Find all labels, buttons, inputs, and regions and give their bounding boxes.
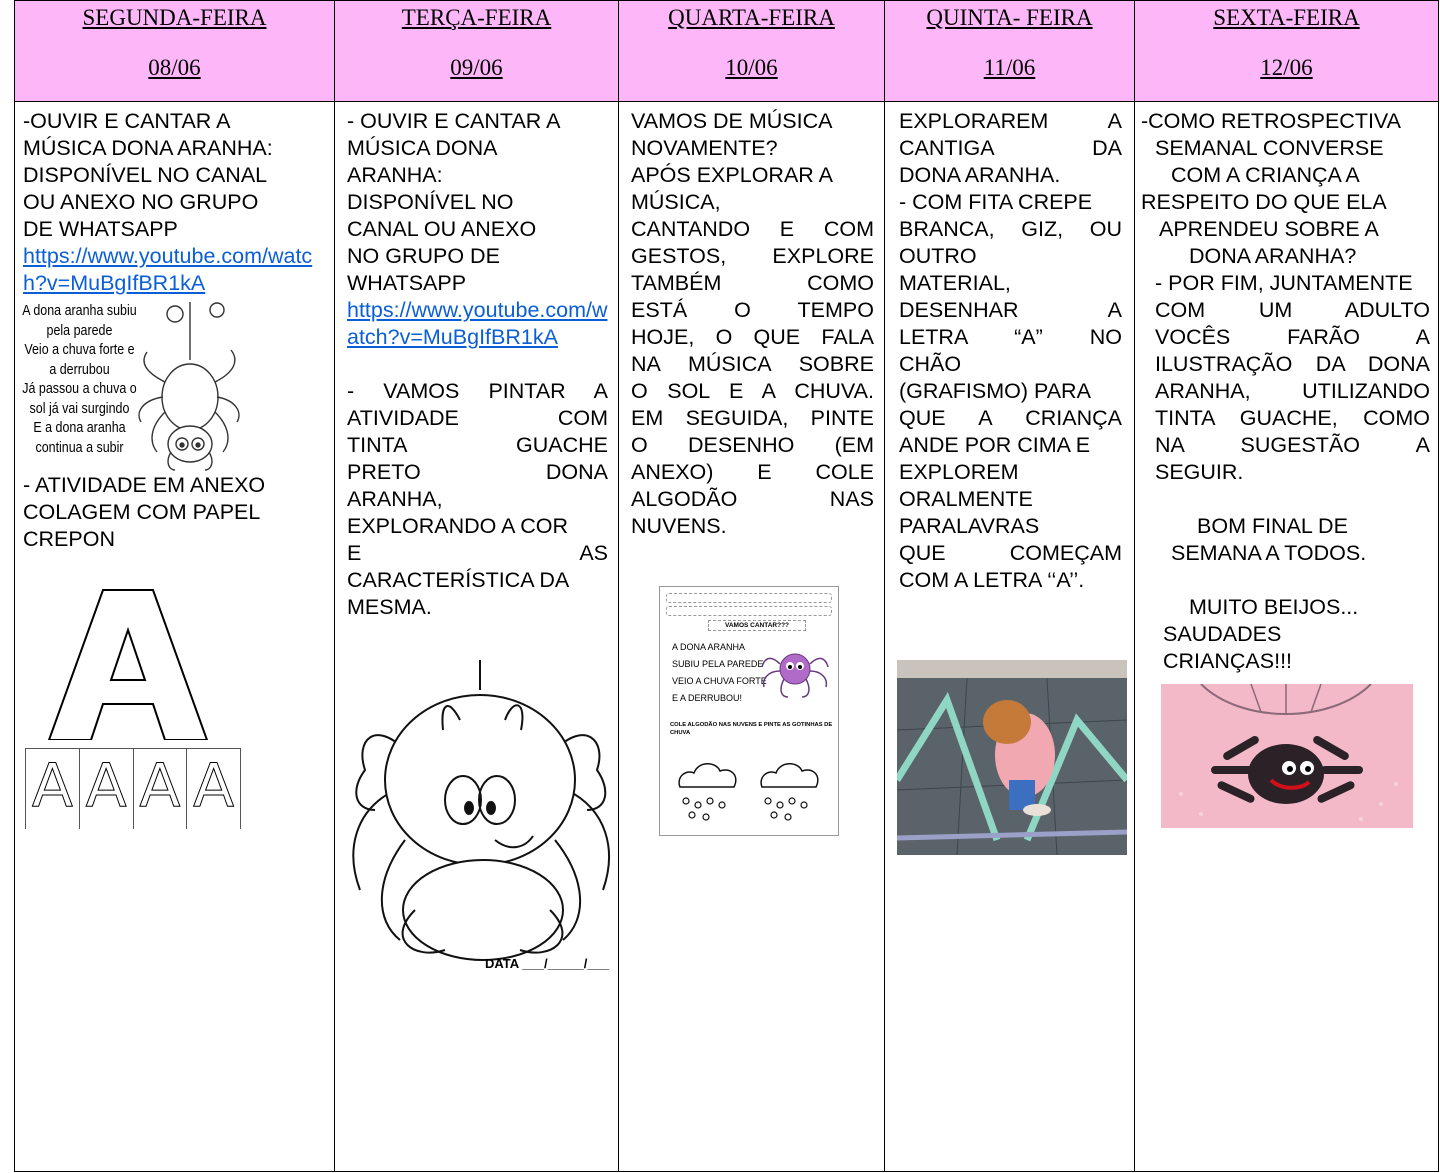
text-line: ILUSTRAÇÃO DA DONA [1155, 352, 1430, 376]
spider-illustration [135, 302, 245, 477]
closing-line: BOM FINAL DE [1197, 514, 1348, 538]
closing-line: CRIANÇAS!!! [1163, 649, 1293, 673]
text-line: TINTA GUACHE, COMO [1155, 406, 1430, 430]
worksheet-name-field [666, 593, 832, 603]
text-line: SEMANAL CONVERSE [1155, 136, 1384, 160]
text-line: QUE A CRIANÇA [899, 406, 1122, 430]
text-line: GESTOS, EXPLORE [631, 244, 874, 268]
purple-spider-icon [760, 639, 830, 699]
text-line: DESENHAR A [899, 298, 1122, 322]
rain-clouds-illustration [672, 757, 832, 827]
text-line: CANTIGA DA [899, 136, 1122, 160]
text-line: ALGODÃO NAS [631, 487, 874, 511]
text-line: COM A LETRA ‘‘A’’. [899, 568, 1085, 592]
day-date: 08/06 [148, 55, 201, 80]
letter-a-outline [25, 580, 240, 740]
rain-worksheet [659, 586, 839, 836]
text-line: (GRAFISMO) PARA [899, 379, 1091, 403]
worksheet-title: VAMOS CANTAR??? [708, 620, 806, 631]
text-line: EXPLORAREM A [899, 109, 1122, 133]
text-line: DONA ARANHA. [899, 163, 1061, 187]
text-line: LETRA “A” NO [899, 325, 1122, 349]
text-line: OU ANEXO NO GRUPO [23, 190, 259, 214]
text-line: HOJE, O QUE FALA [631, 325, 874, 349]
text-line: -COMO RETROSPECTIVA [1141, 109, 1402, 133]
poem-line: a derrubou [49, 361, 110, 378]
poem-line: Veio a chuva forte e [24, 342, 135, 358]
text-line: - OUVIR E CANTAR A [347, 109, 561, 133]
text-line: PRETO DONA [347, 460, 608, 484]
text-line: CANAL OU ANEXO [347, 217, 537, 241]
text-line: NA MÚSICA SOBRE [631, 352, 874, 376]
text-line: ESTÁ O TEMPO [631, 298, 874, 322]
text-line: NOVAMENTE? [631, 136, 778, 160]
worksheet-song-line: SUBIU PELA PAREDE [672, 659, 764, 669]
weekly-plan-table [14, 0, 1439, 1172]
day-date: 11/06 [983, 55, 1036, 80]
activity-line: COLAGEM COM PAPEL [23, 500, 261, 524]
text-line: MÚSICA DONA [347, 136, 498, 160]
text-line: ARANHA, [347, 487, 443, 511]
text-line: CHÃO [899, 352, 962, 376]
text-line: MÚSICA, [631, 190, 721, 214]
cell-friday [1135, 102, 1439, 1172]
day-name: SEXTA-FEIRA [1213, 5, 1360, 30]
trace-letter: A [79, 749, 133, 829]
content-row [15, 102, 1439, 1172]
text-line: O DESENHO (EM [631, 433, 874, 457]
text-line: ANEXO) E COLE [631, 460, 874, 484]
youtube-link[interactable]: https://www.youtube.com/watch?v=MuBgIfBR1kA [23, 244, 313, 295]
text-line: COM UM ADULTO [1155, 298, 1430, 322]
text-line: CANTANDO E COM [631, 217, 874, 241]
text-line: ANDE POR CIMA E [899, 433, 1091, 457]
poem-line: pela parede [46, 322, 113, 339]
trace-letter: A [186, 749, 241, 829]
text-line: NA SUGESTÃO A [1155, 433, 1430, 457]
cell-wednesday [619, 102, 885, 1172]
day-name: TERÇA-FEIRA [401, 5, 552, 30]
text-line: - POR FIM, JUNTAMENTE [1155, 271, 1413, 295]
weekly-plan-sheet [14, 0, 1438, 1172]
spider-coloring-page [345, 660, 617, 970]
letter-a-tracing-row [25, 748, 241, 829]
trace-letter: A [25, 749, 79, 829]
text-line: OUTRO [899, 244, 977, 268]
text-line: DE WHATSAPP [23, 217, 178, 241]
text-line: ARANHA: [347, 163, 443, 187]
day-header-wednesday [619, 1, 885, 102]
cell-thursday [885, 102, 1135, 1172]
day-name: QUINTA- FEIRA [926, 5, 1093, 30]
trace-letter: A [133, 749, 187, 829]
day-header-monday [15, 1, 335, 102]
header-row [15, 1, 1439, 102]
cell-monday [15, 102, 335, 1172]
closing-line: MUITO BEIJOS... [1189, 595, 1359, 619]
text-line: MATERIAL, [899, 271, 1011, 295]
text-line: NO GRUPO DE [347, 244, 500, 268]
day-header-friday [1135, 1, 1439, 102]
text-line: MÚSICA DONA ARANHA: [23, 136, 273, 160]
text-line: TINTA GUACHE [347, 433, 608, 457]
text-line: E AS [347, 541, 608, 565]
closing-line: SEMANA A TODOS. [1171, 541, 1367, 565]
text-line: TAMBÉM COMO [631, 271, 874, 295]
worksheet-date-field [666, 606, 832, 616]
handprint-spider-photo [1161, 684, 1413, 828]
youtube-link[interactable]: https://www.youtube.com/watch?v=MuBgIfBR1kA [347, 298, 608, 349]
text-line: EXPLOREM [899, 460, 1019, 484]
poem-line: continua a subir [35, 439, 124, 456]
day-header-thursday [885, 1, 1135, 102]
worksheet-song-line: A DONA ARANHA [672, 642, 746, 652]
text-line: APÓS EXPLORAR A [631, 163, 833, 187]
text-line: MESMA. [347, 595, 432, 619]
day-name: QUARTA-FEIRA [668, 5, 835, 30]
poem-line: A dona aranha subiu [22, 303, 137, 319]
text-line: - COM FITA CREPE [899, 190, 1093, 214]
text-line: NUVENS. [631, 514, 727, 538]
text-line: -OUVIR E CANTAR A [23, 109, 231, 133]
text-line: PARALAVRAS [899, 514, 1040, 538]
activity-line: - ATIVIDADE EM ANEXO [23, 473, 266, 497]
worksheet-song-line: E A DERRUBOU! [672, 693, 743, 703]
text-line: COM A CRIANÇA A [1171, 163, 1360, 187]
day-date: 10/06 [725, 55, 778, 80]
text-line: EXPLORANDO A COR [347, 514, 569, 538]
cell-tuesday [335, 102, 619, 1172]
text-line: DISPONÍVEL NO [347, 190, 514, 214]
date-fill-label: DATA ___/_____/___ [485, 956, 610, 970]
activity-line: CREPON [23, 527, 115, 551]
poem-line: sol já vai surgindo [29, 400, 130, 417]
text-line: O SOL E A CHUVA. [631, 379, 874, 403]
text-line: DONA ARANHA? [1189, 244, 1357, 268]
text-line: CARACTERÍSTICA DA [347, 568, 570, 592]
day-date: 12/06 [1260, 55, 1313, 80]
text-line: BRANCA, GIZ, OU [899, 217, 1122, 241]
text-line: ARANHA, UTILIZANDO [1155, 379, 1430, 403]
text-line: WHATSAPP [347, 271, 467, 295]
text-line: VOCÊS FARÃO A [1155, 325, 1430, 349]
day-date: 09/06 [450, 55, 503, 80]
closing-line: SAUDADES [1163, 622, 1282, 646]
text-line: VAMOS DE MÚSICA [631, 109, 833, 133]
text-line: QUE COMEÇAM [899, 541, 1122, 565]
poem-line: E a dona aranha [33, 420, 126, 436]
day-header-tuesday [335, 1, 619, 102]
text-line: ATIVIDADE COM [347, 406, 608, 430]
day-name: SEGUNDA-FEIRA [82, 5, 267, 30]
text-line: - VAMOS PINTAR A [347, 379, 608, 403]
text-line: ORALMENTE [899, 487, 1033, 511]
worksheet-song-line: VEIO A CHUVA FORTE [672, 676, 767, 686]
text-line: SEGUIR. [1155, 460, 1244, 484]
child-on-floor-photo [897, 660, 1127, 855]
text-line: RESPEITO DO QUE ELA [1141, 190, 1387, 214]
text-line: DISPONÍVEL NO CANAL [23, 163, 268, 187]
poem-line: Já passou a chuva o [22, 381, 137, 397]
text-line: APRENDEU SOBRE A [1159, 217, 1379, 241]
worksheet-instruction: COLE ALGODÃO NAS NUVENS E PINTE AS GOTINHAS DE CHUVA [670, 722, 833, 736]
text-line: EM SEGUIDA, PINTE [631, 406, 874, 430]
